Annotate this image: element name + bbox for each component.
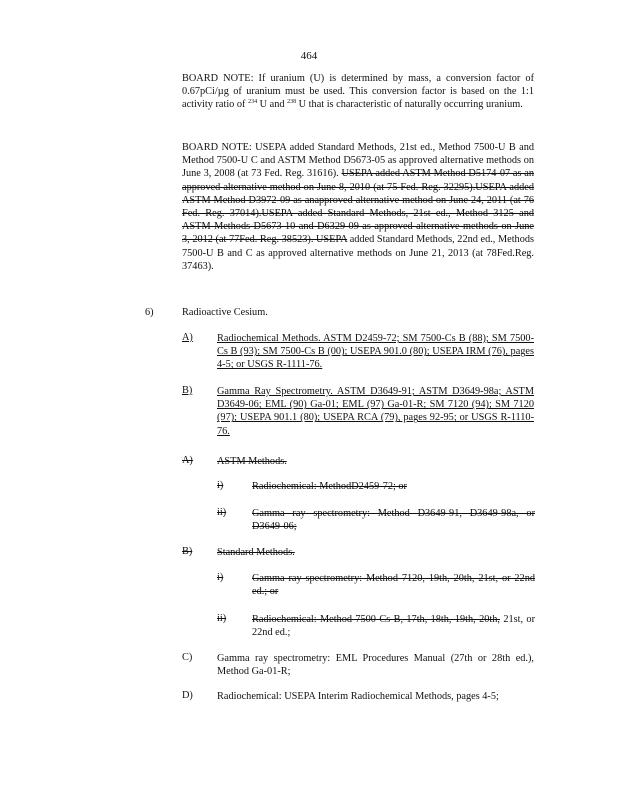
page-number: 464: [300, 50, 318, 62]
board-note-usepa-approvals: BOARD NOTE: USEPA added Standard Methods, 21st ed., Method 7500-U B and Method 7500-U C and ASTM Method D5673-05 as approved alternative methods on June 3, 2008 (at 73 Fed. Reg. 31616). USEPA added ASTM Method D5174-07 as an approved alternative method on June 8, 2010 (at 75 Fed. Reg. 32295).USEPA added ASTM Method D3972-09 as anapproved alternative method on June 24, 2011 (at 76 Fed. Reg. 37014).USEPA added Standard Methods, 21st ed., Method 3125 and ASTM Methods D5673-10 and D6329-09 as approved alternative methods on June 3, 2012 (at 77Fed. Reg. 38523). USEPA added Standard Methods, 22nd ed., Methods 7500-U B and C as approved alternative methods on June 21, 2013 (at 78Fed.Reg. 37463).: [182, 142, 535, 272]
section-number: 6): [145, 307, 154, 318]
section-title: Radioactive Cesium.: [182, 307, 268, 318]
struck-text: Radiochemical: Method 7500-Cs B, 17th, 18th, 19th, 20th,: [252, 614, 500, 625]
board-note-uranium-conversion: BOARD NOTE: If uranium (U) is determined by mass, a conversion factor of 0.67pCi/µg of uranium must be used. This conversion factor is based on the 1:1 activity ratio of $^{234}$ U and $^{238}$ U that is characteristic of naturally occurring uranium.: [182, 73, 534, 111]
struck-text: USEPA added ASTM Method D5174-07 as an approved alternative method on June 8, 2010 (at 75 Fed. Reg. 32295).USEPA added ASTM Method D3972-09 as anapproved alternative method on June 24, 2011 (at 76 Fed. Reg. 37014).USEPA added Standard Methods, 21st ed., Method 3125 and ASTM Methods D5673-10 and D6329-09 as approved alternative methods on June 3, 2012 (at 77Fed. Reg. 38523). USEPA: [182, 168, 534, 246]
